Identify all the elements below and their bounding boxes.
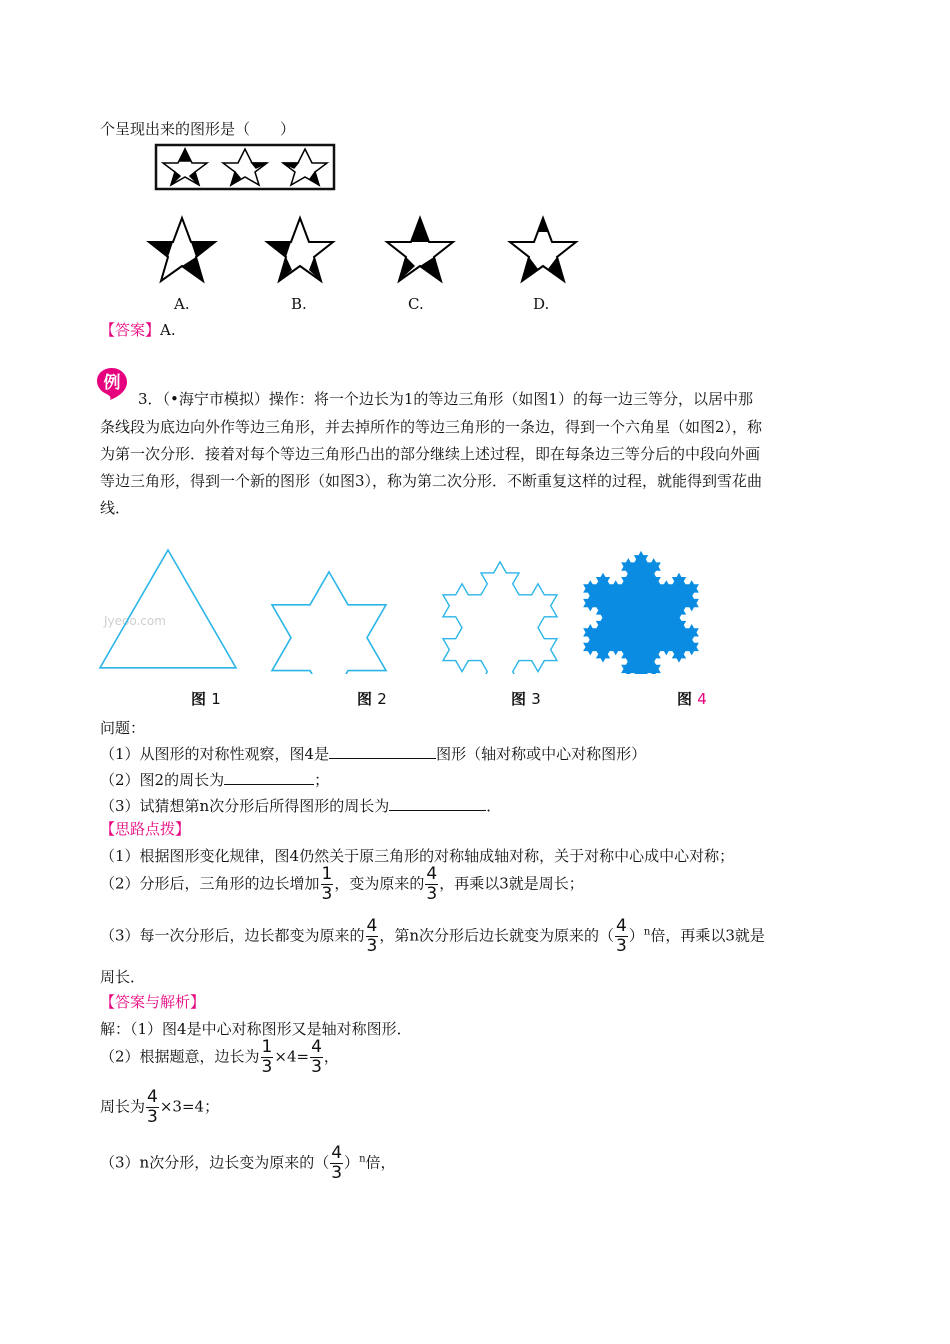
example-para-line1: 3．（•海宁市模拟）操作：将一个边长为1的等边三角形（如图1）的每一边三等分，以居中那 [138, 390, 753, 408]
koch-figures [96, 512, 716, 674]
solution-heading: 【答案与解析】 [100, 993, 206, 1011]
solution-line4: （3）n次分形，边长变为原来的（ $\frac{4}{3}$ ）$^n$倍， [100, 1143, 396, 1183]
hint-heading: 【思路点拨】 [100, 820, 191, 838]
solution-line1: 解：（1）图4是中心对称图形又是轴对称图形． [100, 1020, 412, 1038]
example-para-line4: 等边三角形，得到一个新的图形（如图3），称为第二次分形．不断重复这样的过程，就能得到雪花曲 [100, 472, 763, 490]
original-stars-figure [152, 142, 342, 192]
fraction-four-thirds: $\frac{4}{3}$ [366, 916, 378, 956]
watermark: Jyeoo.com [104, 614, 166, 628]
hint-line3: （3）每一次分形后，边长都变为原来的 $\frac{4}{3}$ ，第n次分形后边长就变为原来的（ $\frac{4}{3}$ ）$^n$倍，再乘以3就是 [100, 916, 765, 956]
question-stem-tail: 个呈现出来的图形是（ ） [100, 120, 296, 138]
example-para-line5: 线． [100, 499, 131, 517]
question-1: （1）从图形的对称性观察，图4是 图形（轴对称或中心对称图形） [100, 745, 647, 763]
fraction-four-thirds: $\frac{4}{3}$ [426, 864, 438, 904]
figure2-hexagram [272, 572, 386, 674]
hint-line2: （2）分形后，三角形的边长增加 $\frac{1}{3}$ ，变为原来的 $\frac{4}{3}$ ，再乘以3就是周长； [100, 864, 584, 904]
option-b-label: B. [291, 295, 307, 313]
option-a-star [149, 218, 215, 281]
figure3-caption: 图 3 [511, 690, 541, 708]
solution-line3: 周长为 $\frac{4}{3}$ ×3=4； [100, 1087, 220, 1127]
answer-tag: 【答案】 [100, 321, 161, 339]
example-para-line2: 条线段为底边向外作等边三角形，并去掉所作的等边三角形的一条边，得到一个六角星（如图2），称 [100, 418, 763, 436]
answer-blank-1[interactable] [329, 744, 436, 759]
option-stars [145, 212, 585, 284]
answer-blank-3[interactable] [389, 796, 486, 811]
option-a-label: A. [174, 295, 190, 313]
figure2-caption: 图 2 [357, 690, 387, 708]
fraction-four-thirds: $\frac{4}{3}$ [616, 916, 627, 956]
hint-line1: （1）根据图形变化规律，图4仍然关于原三角形的对称轴成轴对称，关于对称中心成中心对称； [100, 847, 735, 865]
example-badge-icon [94, 364, 130, 402]
figure3-koch-level2 [443, 562, 557, 674]
option-c-label: C. [408, 295, 424, 313]
question-3: （3）试猜想第n次分形后所得图形的周长为 ． [100, 797, 502, 815]
example-badge-text: 例 [103, 373, 121, 393]
example-para-line3: 为第一次分形．接着对每个等边三角形凸出的部分继续上述过程，即在每条边三等分后的中段向外画 [100, 445, 761, 463]
solution-line2: （2）根据题意，边长为 $\frac{1}{3}$ ×4= $\frac{4}{3}$ ， [100, 1037, 339, 1077]
fraction-one-third: $\frac{1}{3}$ [321, 864, 333, 904]
answer-blank-2[interactable] [224, 770, 314, 785]
option-b-star [267, 218, 333, 281]
option-c-star [387, 218, 453, 281]
option-d-star [510, 218, 576, 281]
hint-line4: 周长． [100, 968, 146, 986]
figure1-triangle [100, 550, 236, 668]
questions-heading: 问题： [100, 719, 146, 737]
answer-line [100, 319, 176, 340]
question-2: （2）图2的周长为 ； [100, 771, 330, 789]
option-d-label: D. [533, 295, 550, 313]
answer-value: A. [160, 321, 176, 339]
figure4-caption: 图 4 [677, 690, 707, 708]
figure1-caption: 图 1 [191, 690, 221, 708]
figure4-koch-filled [584, 552, 698, 674]
